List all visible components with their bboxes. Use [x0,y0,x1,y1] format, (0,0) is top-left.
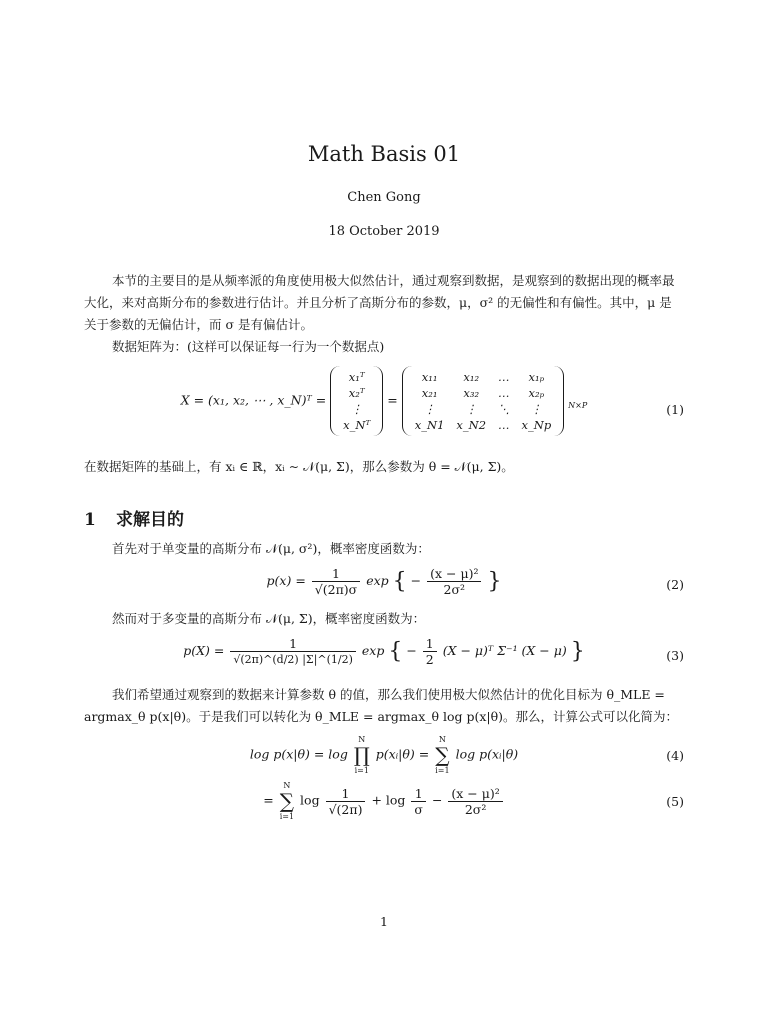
eq2-minus: − [410,573,422,588]
equation-4-number: (4) [666,748,684,763]
eq3-f2-denominator: 2 [425,652,434,667]
eq1-matrix-cell: x_Np [521,418,552,432]
matrix-intro-text: 数据矩阵为：(这样可以保证每一行为一个数据点) [112,339,385,354]
eq1-matrix-cell: … [498,386,510,400]
eq3-minus: − [406,643,417,658]
equation-2-number: (2) [666,577,684,592]
eq1-matrix-cell: x₁₂ [463,370,480,384]
eq4-prod-upper: N [358,735,366,744]
eq5-lhs: = [263,792,274,808]
eq1-matrix-subscript: N×P [568,401,588,410]
eq1-matrix-cell: x₂₁ [421,386,438,400]
eq1-matrix [402,366,564,436]
eq5-f1-numerator: 1 [326,786,366,802]
eq4-sum-lower: i=1 [435,766,450,775]
eq1-matrix-cell: x₃₂ [463,386,480,400]
eq3-rest: (X − μ)ᵀ Σ⁻¹ (X − μ) [442,643,567,658]
eq1-vector-cell: x_Nᵀ [343,418,371,432]
sum-symbol: ∑ [279,789,295,813]
eq5-f1-denominator: √(2π) [328,801,363,817]
eq5-f2-numerator: 1 [411,786,426,802]
eq2-f1-numerator: 1 [312,566,360,582]
eq1-matrix-cell: … [498,370,510,384]
paper-date: 18 October 2019 [328,224,440,239]
eq4-prod-lower: i=1 [354,766,369,775]
eq5-sum [280,780,294,822]
equation-2-body [84,566,684,597]
eq2-right-brace: } [487,569,502,594]
eq5-sum-upper: N [283,781,291,790]
eq5-sum-lower: i=1 [279,812,295,821]
eq5-minus: − [431,792,443,808]
eq5-f2-denominator: σ [414,801,423,817]
eq1-matrix-cell: x₁₁ [421,370,438,384]
equation-5-number: (5) [666,794,684,809]
eq3-fraction-2 [423,636,437,667]
eq1-matrix-cell: x₂ₚ [528,386,545,400]
eq4-sum [435,734,449,776]
eq3-f2-numerator: 1 [423,636,437,652]
eq2-left-brace: { [392,569,407,594]
eq1-vector-cell: ⋮ [350,402,363,416]
eq1-matrix-cell: ⋮ [423,402,436,416]
eq5-fraction-3 [448,786,502,817]
eq1-vector-cell: x₂ᵀ [348,386,365,400]
eq3-lhs: p(X) = [183,643,225,658]
eq5-log: log [300,792,320,808]
eq5-fraction-1 [326,786,366,817]
eq1-matrix-cell: ⋮ [530,402,543,416]
paper-title: Math Basis 01 [307,142,461,166]
eq3-exp: exp [361,643,385,658]
eq5-plus-log: + log [371,792,406,808]
eq3-fraction-1 [230,636,356,667]
eq2-lhs: p(x) = [266,573,306,588]
page-number: 1 [380,914,388,929]
eq2-f2-numerator: (x − μ)² [427,566,481,582]
eq4-lhs: log p(x|θ) = log [249,746,348,762]
equation-4 [84,734,684,776]
equation-3-number: (3) [666,648,684,663]
eq2-exp: exp [366,573,389,588]
eq1-matrix-cell: x₁ₚ [528,370,545,384]
multivariate-text: 然而对于多变量的高斯分布 𝒩(μ, Σ)，概率密度函数为： [112,611,426,626]
eq3-left-brace: { [388,639,403,664]
eq5-f3-denominator: 2σ² [464,801,487,817]
section-title: 求解目的 [116,510,184,530]
equation-1-number: (1) [666,402,684,417]
eq2-fraction-1 [312,566,360,597]
section-number: 1 [84,510,96,530]
eq5-f3-numerator: (x − μ)² [448,786,502,802]
equation-3 [84,636,684,676]
eq3-f1-denominator: √(2π)^(d/2) |Σ|^(1/2) [233,653,353,666]
eq1-vector [330,366,383,436]
eq1-matrix-cell: … [498,418,510,432]
sum-symbol: ∑ [435,743,450,767]
equation-1 [84,364,684,456]
eq2-f1-denominator: √(2π)σ [314,582,358,597]
parameter-text: 在数据矩阵的基础上，有 xᵢ ∈ ℝ，xᵢ ∼ 𝒩(μ, Σ)，那么参数为 θ = 𝒩(μ, Σ)。 [84,459,514,474]
univariate-text: 首先对于单变量的高斯分布 𝒩(μ, σ²)，概率密度函数为： [112,541,430,556]
equation-2 [84,566,684,604]
eq1-vector-cell: x₁ᵀ [348,370,365,384]
eq4-product [354,734,370,776]
eq5-fraction-2 [411,786,426,817]
equation-3-body [84,636,684,667]
eq1-matrix-cell: x_N1 [414,418,445,432]
equation-5-body [84,780,684,822]
eq2-f2-denominator: 2σ² [443,582,466,597]
equation-1-body [84,366,684,436]
eq2-fraction-2 [427,566,481,597]
eq3-f1-numerator: 1 [230,636,356,652]
eq4-rhs: log p(xᵢ|θ) [455,746,519,762]
equation-5 [84,780,684,824]
section-heading [84,505,184,530]
eq1-matrix-cell: x_N2 [456,418,487,432]
eq3-right-brace: } [570,639,585,664]
eq1-matrix-cell: ⋮ [465,402,477,416]
eq4-mid: p(xᵢ|θ) = [375,746,430,762]
eq4-sum-upper: N [438,735,446,744]
equation-4-body [84,734,684,776]
eq1-matrix-cell: ⋱ [498,402,510,416]
intro-paragraph: 本节的主要目的是从频率派的角度使用极大似然估计，通过观察到数据，是观察到的数据出现的概率最大化，来对高斯分布的参数进行估计。并且分析了高斯分布的参数，μ，σ² 的无偏性和有偏性。其中，μ 是关于参数的无偏估计，而 σ 是有偏估计。 [84,273,675,332]
eq1-lhs: X = (x₁, x₂, ⋯ , x_N)ᵀ = [180,392,327,408]
product-symbol: ∏ [353,743,370,767]
author-name: Chen Gong [347,190,421,205]
mle-text: 我们希望通过观察到的数据来计算参数 θ 的值，那么我们使用极大似然估计的优化目标为 θ_MLE = argmax_θ p(x|θ)。于是我们可以转化为 θ_MLE = argmax_θ log p(x|θ)。那么，计算公式可以化简为： [84,687,679,724]
eq1-equals: = [387,392,398,408]
